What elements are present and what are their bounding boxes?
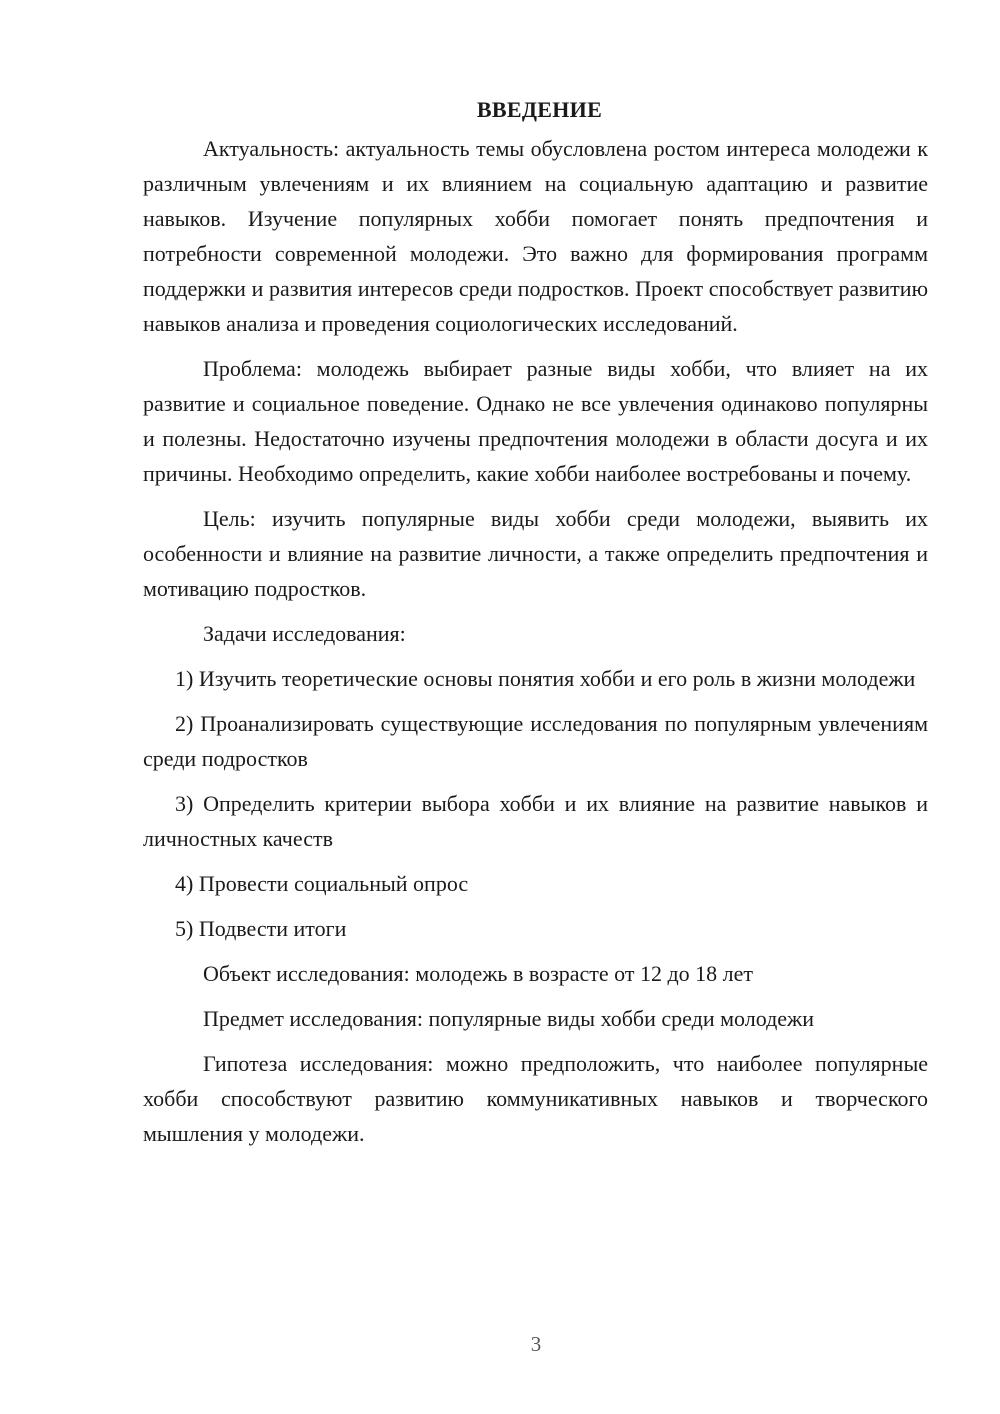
task-item-2: 2) Проанализировать существующие исследования по популярным увлечениям среди подростков: [143, 711, 928, 771]
goal-paragraph: Цель: изучить популярные виды хобби среди молодежи, выявить их особенности и влияние на развитие личности, а также определить предпочтения и мотивацию подростков.: [143, 506, 928, 601]
page-title: ВВЕДЕНИЕ: [476, 97, 603, 122]
document-page: [143, 92, 928, 1161]
tasks-list: [143, 661, 928, 946]
task-item-5: 5) Подвести итоги: [175, 916, 347, 941]
problem-paragraph: Проблема: молодежь выбирает разные виды хобби, что влияет на их развитие и социальное поведение. Однако не все увлечения одинаково популярны и полезны. Недостаточно изучены предпочтения молодежи в области досуга и их причины. Необходимо определить, какие хобби наиболее востребованы и почему.: [143, 356, 928, 486]
task-item-1: 1) Изучить теоретические основы понятия хобби и его роль в жизни молодежи: [175, 666, 916, 691]
research-object: Объект исследования: молодежь в возрасте от 12 до 18 лет: [203, 961, 754, 986]
tasks-heading: Задачи исследования:: [203, 621, 406, 646]
task-item-3: 3) Определить критерии выбора хобби и их влияние на развитие навыков и личностных качеств: [143, 791, 928, 851]
relevance-paragraph: Актуальность: актуальность темы обусловлена ростом интереса молодежи к различным увлечениям и их влиянием на социальную адаптацию и развитие навыков. Изучение популярных хобби помогает понять предпочтения и потребности современной молодежи. Это важно для формирования программ поддержки и развития интересов среди подростков. Проект способствует развитию навыков анализа и проведения социологических исследований.: [143, 136, 928, 336]
research-hypothesis: Гипотеза исследования: можно предположить, что наиболее популярные хобби способствуют развитию коммуникативных навыков и творческого мышления у молодежи.: [143, 1051, 928, 1146]
task-item-4: 4) Провести социальный опрос: [175, 871, 469, 896]
research-subject: Предмет исследования: популярные виды хобби среди молодежи: [203, 1006, 815, 1031]
page-number: 3: [530, 1332, 542, 1356]
